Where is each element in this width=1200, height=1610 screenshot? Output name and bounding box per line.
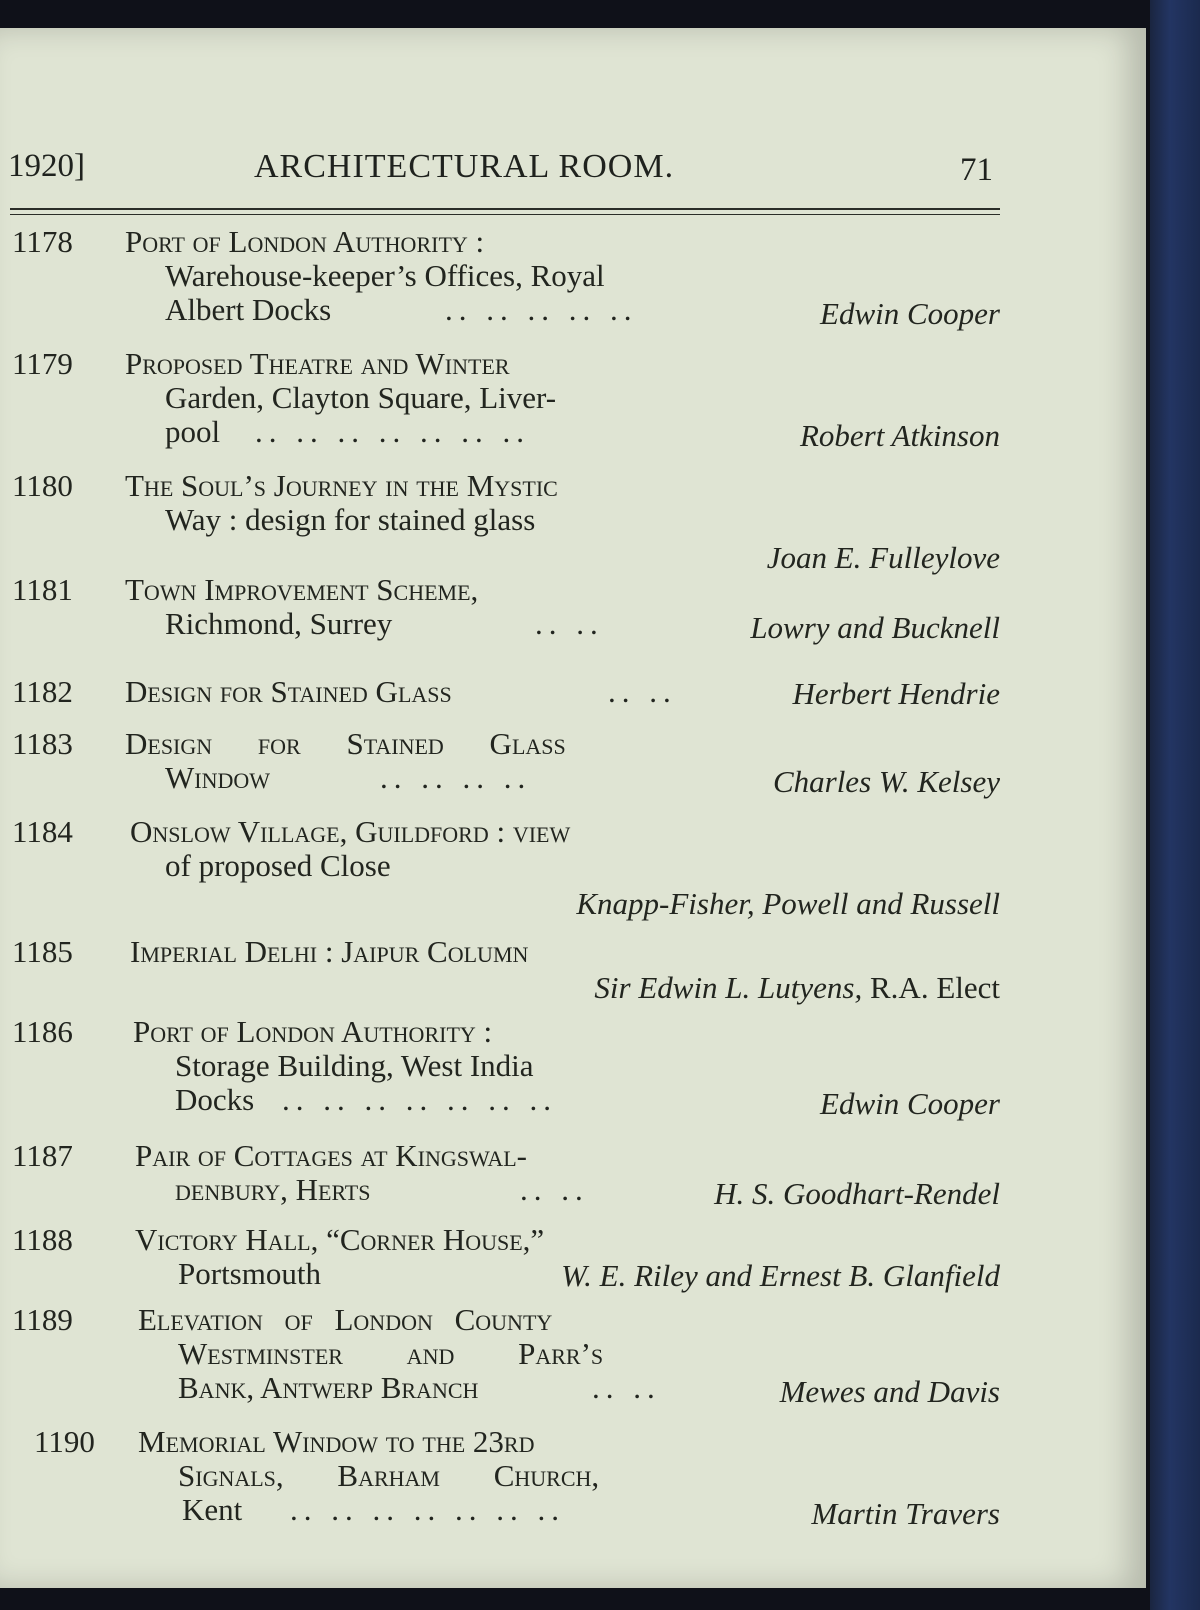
entry-number: 1190 [34, 1424, 95, 1459]
entry-title-line: Window [165, 760, 271, 795]
running-header [0, 148, 1010, 198]
entry-number: 1183 [12, 726, 73, 761]
entry-author-suffix: R.A. Elect [870, 970, 1000, 1005]
entry-title-line: Portsmouth [178, 1256, 321, 1291]
entry-author: Edwin Cooper [820, 296, 1000, 331]
entry-number: 1185 [12, 934, 73, 969]
entry-title-line: Town Improvement Scheme, [125, 572, 479, 607]
entry-title-line: Bank, Antwerp Branch [178, 1370, 479, 1405]
entry-author: Charles W. Kelsey [772, 764, 1000, 799]
entry-number: 1188 [12, 1222, 73, 1257]
entry-title-line: Storage Building, West India [175, 1048, 534, 1083]
entry-title-line: Victory Hall, “Corner House,” [135, 1222, 545, 1257]
entry-author: W. E. Riley and Ernest B. Glanfield [561, 1258, 1000, 1293]
entry-title-line: Richmond, Surrey [165, 606, 393, 641]
entry-author: Joan E. Fulleylove [766, 540, 1000, 575]
header-year: 1920] [8, 148, 85, 184]
book-page [0, 28, 1146, 1588]
entry-title-line: Elevation of London County [138, 1302, 553, 1337]
entry-title-line: Albert Docks [165, 292, 332, 327]
entry-number: 1181 [12, 572, 73, 607]
entry-number: 1186 [12, 1014, 73, 1049]
leader-dots: .. .. [608, 674, 677, 709]
book-cover-edge [1150, 0, 1200, 1610]
entry-author: Herbert Hendrie [792, 676, 1000, 711]
entry-title-line: The Soul’s Journey in the Mystic [125, 468, 558, 503]
entry-title-line: Garden, Clayton Square, Liver- [165, 380, 557, 415]
entry-title-line: Westminster and Parr’s [178, 1336, 604, 1371]
entry-title-line: Way : design for stained glass [165, 502, 536, 537]
leader-dots: .. .. .. .. .. .. .. [255, 414, 530, 449]
entry-title-line: of proposed Close [165, 848, 391, 883]
entry-title-line: Proposed Theatre and Winter [125, 346, 510, 381]
entry-author: Robert Atkinson [799, 418, 1000, 453]
entry-number: 1180 [12, 468, 73, 503]
entry-title-line: Kent [182, 1492, 243, 1527]
header-rule-thin [10, 214, 1000, 215]
page-number: 71 [960, 152, 993, 188]
header-title: ARCHITECTURAL ROOM. [254, 148, 675, 185]
entry-author: Martin Travers [811, 1496, 1000, 1531]
leader-dots: .. .. [520, 1172, 589, 1207]
entry-title-line: Onslow Village, Guildford : view [130, 814, 571, 849]
entry-title-line: Port of London Authority : [125, 224, 485, 259]
entry-author-name: Sir Edwin L. Lutyens, [594, 970, 863, 1005]
entry-title-line: Design for Stained Glass [125, 726, 566, 761]
entry-title-line: Docks [175, 1082, 255, 1117]
leader-dots: .. .. .. .. .. .. .. [290, 1492, 565, 1527]
entry-author: Mewes and Davis [779, 1374, 1000, 1409]
leader-dots: .. .. .. .. [380, 760, 532, 795]
leader-dots: .. .. [592, 1370, 661, 1405]
entry-number: 1179 [12, 346, 73, 381]
entry-title-line: Port of London Authority : [133, 1014, 493, 1049]
entry-title-line: Pair of Cottages at Kingswal- [135, 1138, 527, 1173]
leader-dots: .. .. .. .. .. .. .. [282, 1082, 557, 1117]
entry-author: Lowry and Bucknell [750, 610, 1000, 645]
entry-title-line: denbury, Herts [175, 1172, 371, 1207]
entry-number: 1184 [12, 814, 73, 849]
leader-dots: .. .. .. .. .. [445, 292, 638, 327]
entry-number: 1178 [12, 224, 73, 259]
entry-number: 1182 [12, 674, 73, 709]
leader-dots: .. .. [535, 606, 604, 641]
entry-title-line: Memorial Window to the 23rd [138, 1424, 535, 1459]
entry-title-line: Design for Stained Glass [125, 674, 452, 709]
entry-author [594, 970, 1000, 1006]
entry-number: 1187 [12, 1138, 73, 1173]
entry-title-line: Signals, Barham Church, [178, 1458, 600, 1493]
entry-title-line: Imperial Delhi : Jaipur Column [130, 934, 529, 969]
entry-author: H. S. Goodhart-Rendel [714, 1176, 1000, 1211]
entry-author: Edwin Cooper [820, 1086, 1000, 1121]
entry-author: Knapp-Fisher, Powell and Russell [576, 886, 1000, 921]
entry-title-line: Warehouse-keeper’s Offices, Royal [165, 258, 605, 293]
header-rule [10, 208, 1000, 210]
entry-number: 1189 [12, 1302, 73, 1337]
entry-title-line: pool [165, 414, 221, 449]
